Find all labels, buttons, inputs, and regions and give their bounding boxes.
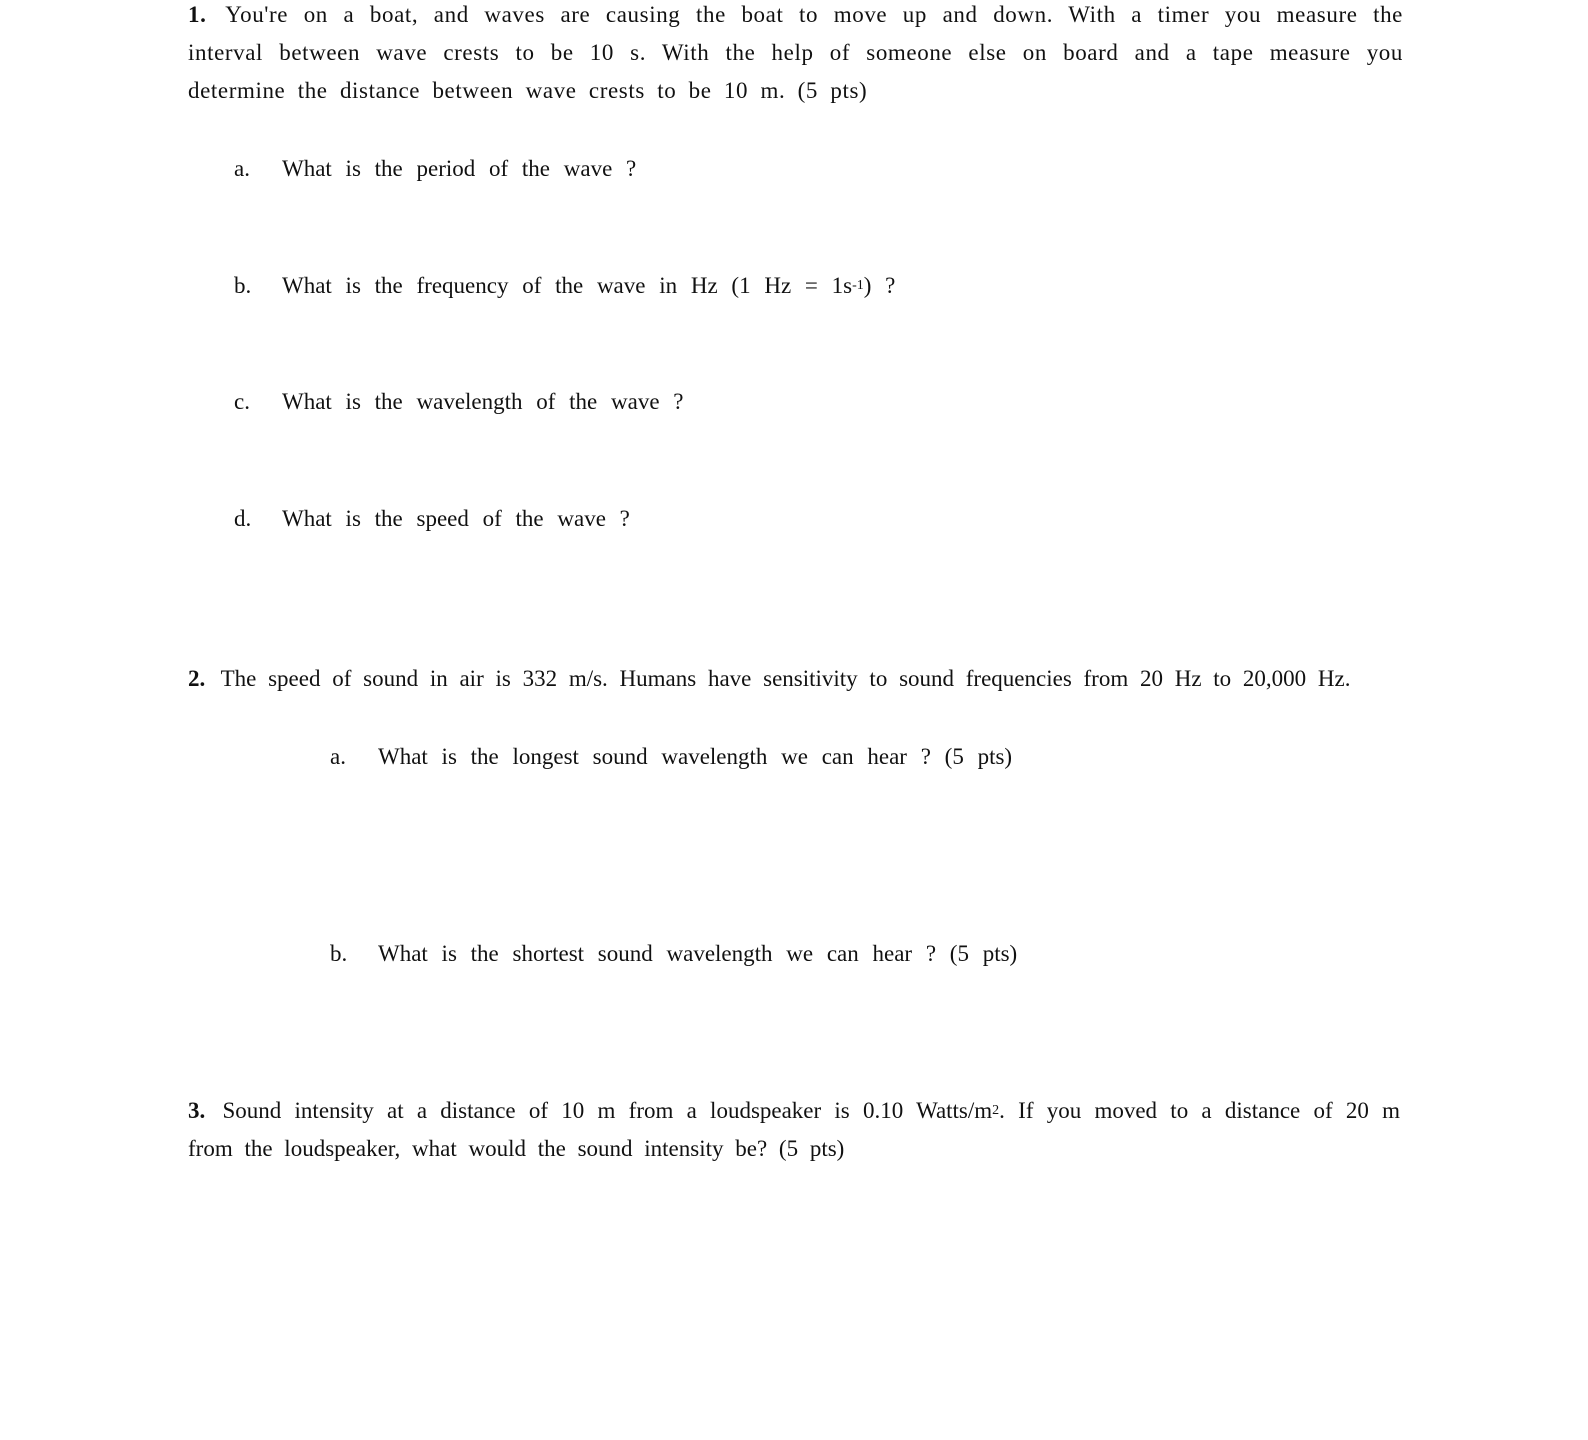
question-1c-label: c. xyxy=(234,389,250,414)
question-1b-tail: ) ? xyxy=(863,273,896,298)
question-1b xyxy=(234,273,895,299)
question-2b-label: b. xyxy=(330,941,348,966)
question-1-text: You're on a boat, and waves are causing the boat to move up and down. With a timer you measure the interval between wave crests to be 10 s. With the help of someone else on board and a tape measure you determine the distance between wave crests to be 10 m. (5 pts) xyxy=(188,2,1403,103)
question-3-superscript: 2 xyxy=(992,1103,1000,1118)
question-1a-label: a. xyxy=(234,156,250,181)
question-1-number: 1. xyxy=(188,2,207,27)
question-3 xyxy=(188,1092,1400,1168)
question-2b xyxy=(330,941,1017,967)
question-1c-text: What is the wavelength of the wave ? xyxy=(282,389,684,414)
question-3-number: 3. xyxy=(188,1098,206,1123)
question-1 xyxy=(188,0,1403,110)
question-3-text-before: Sound intensity at a distance of 10 m from a loudspeaker is 0.10 Watts/m xyxy=(222,1098,993,1123)
question-1b-text: What is the frequency of the wave in Hz (1 Hz = 1s xyxy=(282,273,853,298)
question-2a-label: a. xyxy=(330,744,346,769)
question-1b-superscript: -1 xyxy=(852,278,864,293)
question-1b-label: b. xyxy=(234,273,252,298)
question-1c xyxy=(234,389,684,415)
question-1d-text: What is the speed of the wave ? xyxy=(282,506,630,531)
question-1d xyxy=(234,506,630,532)
question-1a-text: What is the period of the wave ? xyxy=(282,156,637,181)
question-1a xyxy=(234,156,636,182)
question-1d-label: d. xyxy=(234,506,252,531)
question-2b-text: What is the shortest sound wavelength we can hear ? (5 pts) xyxy=(378,941,1018,966)
question-2-number: 2. xyxy=(188,666,206,691)
question-2-text: The speed of sound in air is 332 m/s. Humans have sensitivity to sound frequencies from 20 Hz to 20,000 Hz. xyxy=(220,666,1351,691)
question-3-text-after: . If you moved to a distance of 20 m from the loudspeaker, what would the sound intensity be? (5 pts) xyxy=(188,1098,1401,1161)
question-2a-text: What is the longest sound wavelength we can hear ? (5 pts) xyxy=(378,744,1013,769)
question-2 xyxy=(188,660,1388,698)
question-2a xyxy=(330,744,1012,770)
